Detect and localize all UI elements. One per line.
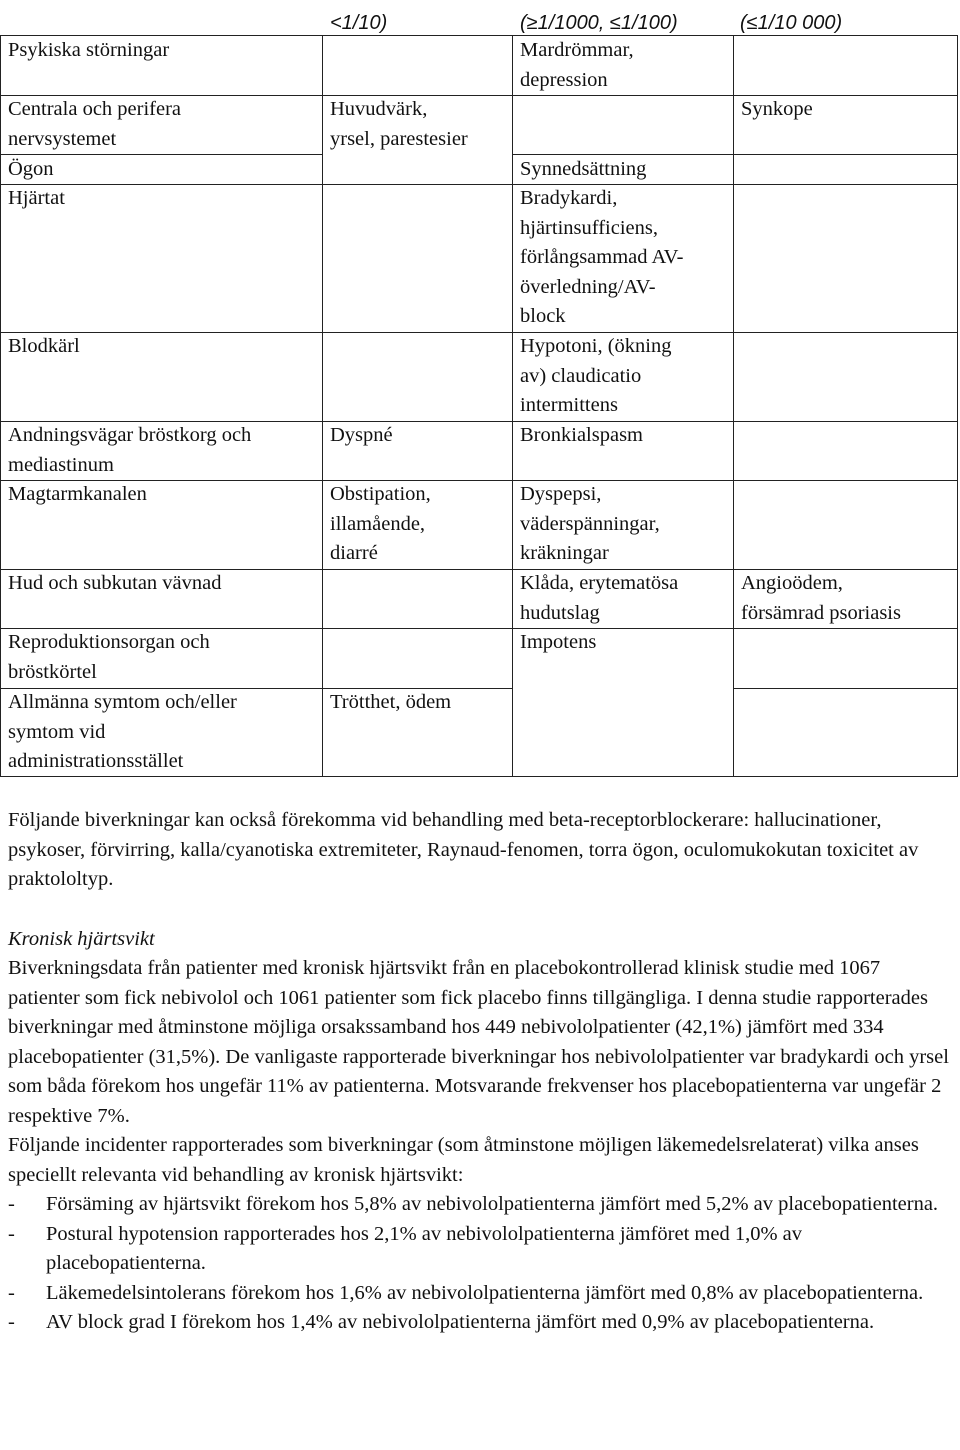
- organ-cell: Hud och subkutan vävnad: [8, 572, 222, 594]
- reaction-cell: Bronkialspasm: [520, 424, 643, 446]
- reaction-cell: Mardrömmar, depression: [520, 39, 634, 91]
- reaction-cell: Obstipation, illamående, diarré: [330, 483, 431, 564]
- list-item: - AV block grad I förekom hos 1,4% av nebivololpatienterna jämfört med 0,9% av placebopatienterna.: [8, 1308, 953, 1338]
- incidents-paragraph: Följande incidenter rapporterades som biverkningar (som åtminstone möjligen läkemedelsrelaterat) vilka anses speciellt relevanta vid behandling av kronisk hjärtsvikt:: [8, 1134, 919, 1186]
- beta-blocker-paragraph: Följande biverkningar kan också förekomma vid behandling med beta-receptorblockerare: hallucinationer, psykoser, förvirring, kalla/cyanotiska extremiteter, Raynaud-fenomen, torra ögon, oculomukokutan toxicitet av praktololtyp.: [8, 809, 919, 890]
- reaction-cell: Dyspepsi, väderspänningar, kräkningar: [520, 483, 660, 564]
- list-item: - Postural hypotension rapporterades hos 2,1% av nebivololpatienterna jämföret med 1,0% av placebopatienterna.: [8, 1220, 953, 1279]
- reaction-cell: Trötthet, ödem: [330, 691, 452, 713]
- reaction-cell: Hypotoni, (ökning av) claudicatio intermittens: [520, 335, 672, 416]
- organ-cell: Centrala och perifera nervsystemet: [8, 98, 182, 150]
- table-header-row: [0, 5, 960, 35]
- organ-cell: Blodkärl: [8, 335, 80, 357]
- organ-cell: Allmänna symtom och/eller symtom vid administrationsstället: [8, 691, 237, 772]
- organ-cell: Magtarmkanalen: [8, 483, 147, 505]
- list-item: - Försäming av hjärtsvikt förekom hos 5,8% av nebivololpatienterna jämfört med 5,2% av placebopatienterna.: [8, 1190, 953, 1220]
- header-frequency-3: (≤1/10 000): [740, 12, 843, 34]
- body-text: [8, 806, 953, 1338]
- reaction-cell: Dyspné: [330, 424, 393, 446]
- organ-cell: Psykiska störningar: [8, 39, 170, 61]
- reaction-cell: Impotens: [520, 631, 597, 653]
- organ-cell: Andningsvägar bröstkorg och mediastinum: [8, 424, 252, 476]
- header-frequency-2: (≥1/1000, ≤1/100): [520, 12, 678, 34]
- reaction-cell: Klåda, erytematösa hudutslag: [520, 572, 679, 624]
- incident-list: [8, 1190, 953, 1338]
- row-divider: [0, 184, 957, 185]
- organ-cell: Reproduktionsorgan och bröstkörtel: [8, 631, 210, 683]
- row-divider: [733, 688, 957, 689]
- reaction-cell: Synkope: [741, 98, 813, 120]
- col-divider: [512, 35, 513, 777]
- col-divider: [322, 35, 323, 777]
- header-frequency-1: <1/10): [330, 12, 388, 34]
- reaction-cell: Synnedsättning: [520, 158, 647, 180]
- section-heading: Kronisk hjärtsvikt: [8, 927, 155, 950]
- organ-cell: Hjärtat: [8, 187, 65, 209]
- reaction-cell: Angioödem, försämrad psoriasis: [741, 572, 901, 624]
- heart-failure-paragraph: Biverkningsdata från patienter med kronisk hjärtsvikt från en placebokontrollerad klinisk studie med 1067 patienter som fick nebivolol och 1061 patienter som fick placebo finns tillgängliga. I denna studie rapporterades biverkningar med åtminstone möjliga orsakssamband hos 449 nebivololpatienter (42,1%) jämfört med 334 placebopatienter (31,5%). De vanligaste rapporterade biverkningar hos nebivololpatienter var bradykardi och yrsel som båda förekom hos ungefär 11% av patienterna. Motsvarande frekvenser hos placebopatienterna var ungefär 2 respektive 7%.: [8, 957, 949, 1127]
- col-divider: [733, 35, 734, 777]
- col-divider: [0, 35, 1, 777]
- reaction-cell: Huvudvärk, yrsel, parestesier: [330, 98, 468, 150]
- list-item: - Läkemedelsintolerans förekom hos 1,6% av nebivololpatienterna jämfört med 0,8% av placebopatienterna.: [8, 1279, 953, 1309]
- row-divider: [0, 332, 957, 333]
- reaction-cell: Bradykardi, hjärtinsufficiens, förlångsammad AV- överledning/AV- block: [520, 187, 684, 327]
- col-divider: [957, 35, 958, 777]
- organ-cell: Ögon: [8, 158, 54, 180]
